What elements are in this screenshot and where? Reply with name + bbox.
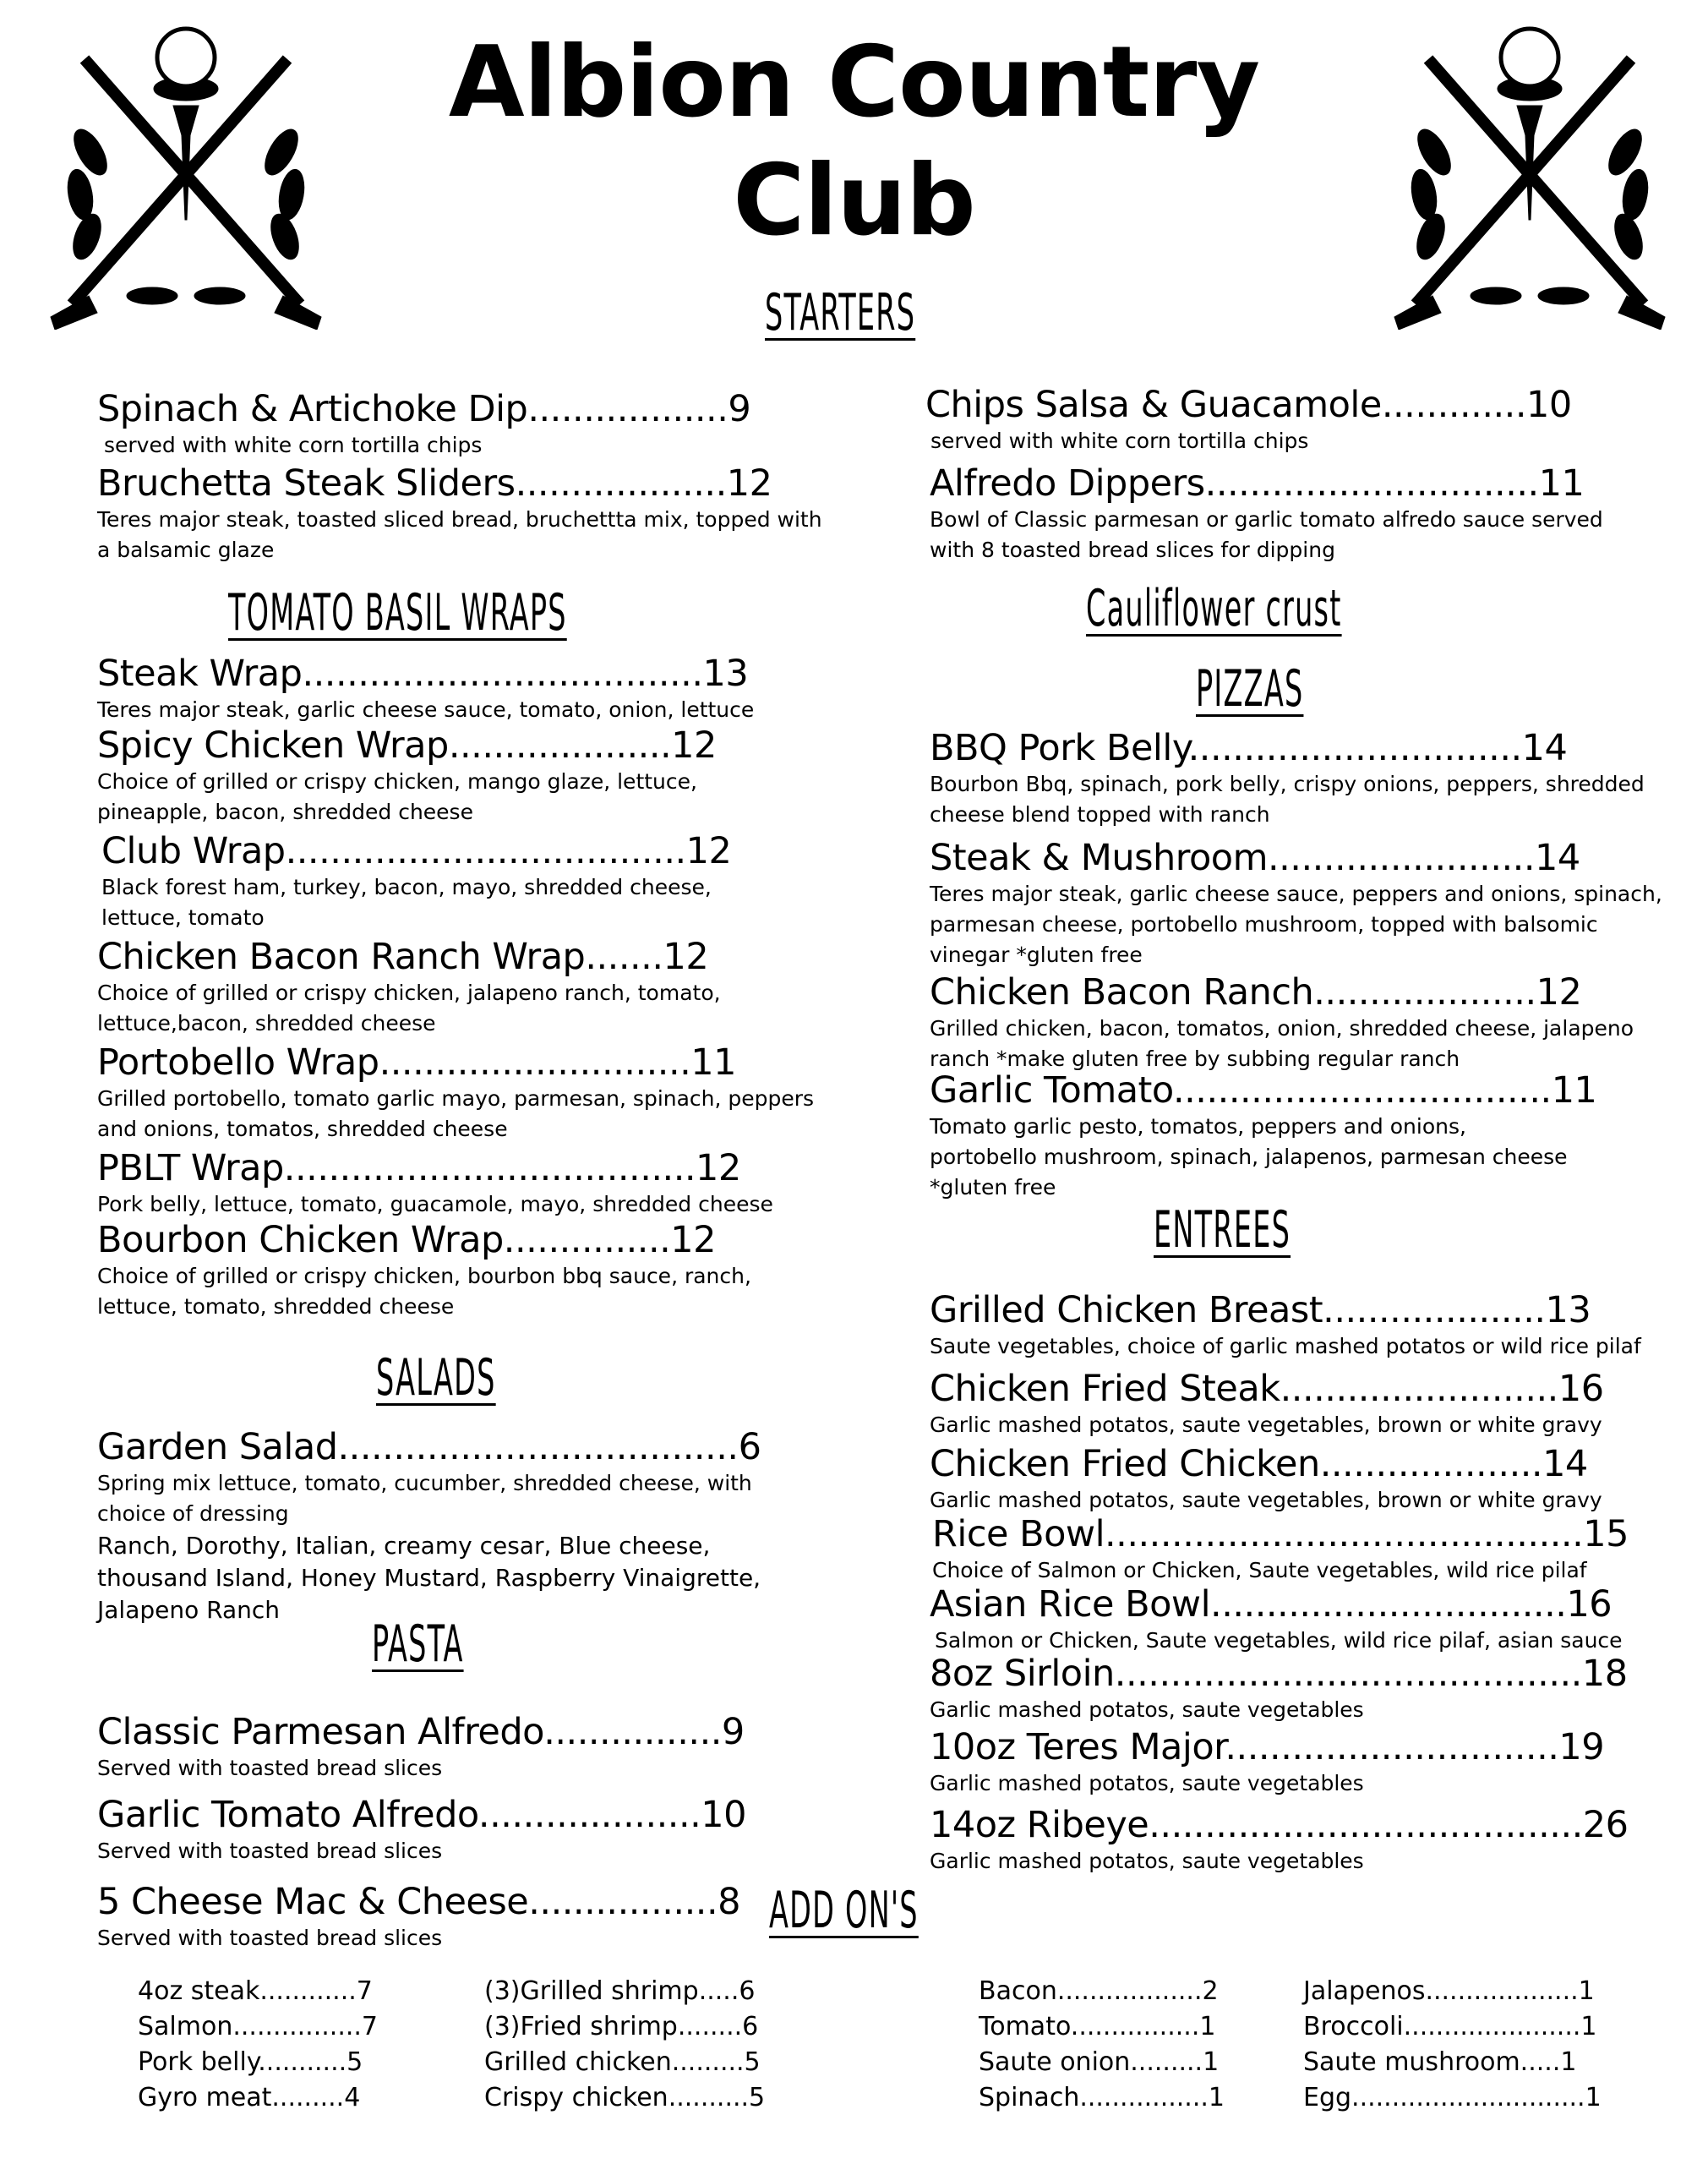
title-line-1: Albion Country <box>448 25 1260 139</box>
section-starters: STARTERS <box>765 283 916 342</box>
menu-item <box>930 1069 1597 1203</box>
addon-item: (3)Fried shrimp........6 <box>484 2012 759 2041</box>
addon-item: Pork belly...........5 <box>138 2047 363 2077</box>
menu-item <box>932 1513 1676 1586</box>
item-name: Garlic Tomato Alfredo....................10 <box>97 1794 747 1836</box>
item-description: Choice of grilled or crispy chicken, jalapeno ranch, tomato, lettuce,bacon, shredded cheese <box>97 981 721 1036</box>
item-name: Garden Salad....................................6 <box>97 1426 761 1468</box>
menu-item <box>97 938 723 1039</box>
menu-item <box>930 1445 1673 1516</box>
item-description: Black forest ham, turkey, bacon, mayo, shredded cheese, lettuce, tomato <box>101 875 712 931</box>
menu-item <box>97 1221 765 1322</box>
item-name: Chicken Fried Steak.........................16 <box>930 1368 1604 1410</box>
item-description: Garlic mashed potatos, saute vegetables <box>930 1849 1364 1874</box>
item-name: 14oz Ribeye.......................................26 <box>930 1804 1629 1846</box>
menu-item <box>930 971 1656 1074</box>
section-addons: ADD ON'S <box>769 1881 919 1940</box>
item-name: Spicy Chicken Wrap....................12 <box>97 724 717 767</box>
menu-item <box>97 1713 824 1784</box>
item-description: Bourbon Bbq, spinach, pork belly, crispy onions, peppers, shredded cheese blend topped with ranch <box>930 772 1645 828</box>
menu-item <box>97 1147 824 1220</box>
menu-item <box>930 1370 1673 1440</box>
menu-item <box>97 462 824 566</box>
addon-item: Salmon................7 <box>138 2012 379 2041</box>
item-name: Bourbon Chicken Wrap...............12 <box>97 1219 717 1261</box>
section-wraps: TOMATO BASIL WRAPS <box>228 583 567 642</box>
menu-item <box>930 1655 1673 1725</box>
addon-item: Jalapenos...................1 <box>1303 1976 1595 2006</box>
item-description: Teres major steak, garlic cheese sauce, tomato, onion, lettuce <box>97 697 755 723</box>
item-name: 10oz Teres Major..............................19 <box>930 1726 1605 1768</box>
item-name: 5 Cheese Mac & Cheese.................8 <box>97 1881 740 1923</box>
item-name: BBQ Pork Belly..............................14 <box>930 727 1568 769</box>
item-description: Served with toasted bread slices <box>97 1756 443 1781</box>
menu-item <box>97 388 824 461</box>
item-name: Chicken Bacon Ranch Wrap.......12 <box>97 936 709 978</box>
item-name: Classic Parmesan Alfredo................9 <box>97 1711 745 1753</box>
addon-item: Grilled chicken.........5 <box>484 2047 761 2077</box>
item-description: Garlic mashed potatos, saute vegetables, brown or white gravy <box>930 1488 1602 1513</box>
item-description: Spring mix lettuce, tomato, cucumber, shredded cheese, with choice of dressing <box>97 1471 752 1527</box>
item-description: Grilled portobello, tomato garlic mayo, parmesan, spinach, peppers and onions, tomatos, shredded cheese <box>97 1086 815 1142</box>
addon-item: Saute onion.........1 <box>979 2047 1220 2077</box>
item-description: Pork belly, lettuce, tomato, guacamole, mayo, shredded cheese <box>97 1192 773 1217</box>
section-entrees: ENTREES <box>1154 1200 1291 1260</box>
addon-item: (3)Grilled shrimp.....6 <box>484 1976 756 2006</box>
menu-item <box>930 839 1665 970</box>
item-description: Choice of grilled or crispy chicken, mango glaze, lettuce, pineapple, bacon, shredded cheese <box>97 769 697 825</box>
menu-item <box>97 724 717 828</box>
item-description: Grilled chicken, bacon, tomatos, onion, shredded cheese, jalapeno ranch *make gluten free by subbing regular ranch <box>930 1016 1634 1072</box>
item-description: Served with toasted bread slices <box>97 1839 443 1864</box>
item-name: Chicken Fried Chicken....................14 <box>930 1443 1588 1485</box>
item-description: Saute vegetables, choice of garlic mashed potatos or wild rice pilaf <box>930 1334 1641 1359</box>
menu-item <box>97 1426 761 1529</box>
item-description: Salmon or Chicken, Saute vegetables, wild rice pilaf, asian sauce <box>935 1628 1623 1653</box>
item-description: Choice of grilled or crispy chicken, bourbon bbq sauce, ranch, lettuce, tomato, shredded cheese <box>97 1264 751 1320</box>
menu-item <box>930 727 1656 830</box>
item-name: Chips Salsa & Guacamole.............10 <box>925 384 1572 426</box>
addon-item: Bacon..................2 <box>979 1976 1219 2006</box>
addon-item: Tomato................1 <box>979 2012 1216 2041</box>
addon-item: Egg.............................1 <box>1303 2083 1602 2112</box>
item-description: Served with toasted bread slices <box>97 1926 443 1951</box>
menu-item <box>97 1883 824 1954</box>
item-name: Rice Bowl...........................................15 <box>932 1513 1629 1555</box>
item-description: Bowl of Classic parmesan or garlic tomato alfredo sauce served with 8 toasted bread slices for dipping <box>930 507 1603 563</box>
addon-item: 4oz steak............7 <box>138 1976 373 2006</box>
addon-item: Spinach................1 <box>979 2083 1225 2112</box>
menu-item <box>930 1289 1673 1362</box>
addon-item: Gyro meat.........4 <box>138 2083 361 2112</box>
item-name: Bruchetta Steak Sliders...................12 <box>97 462 772 505</box>
item-description: Garlic mashed potatos, saute vegetables <box>930 1697 1364 1723</box>
addon-column-2 <box>484 1974 765 2116</box>
menu-item <box>930 1583 1673 1656</box>
item-description: Choice of Salmon or Chicken, Saute vegetables, wild rice pilaf <box>932 1558 1587 1583</box>
section-pizzas: PIZZAS <box>1196 659 1304 719</box>
menu-item <box>930 1806 1673 1877</box>
item-description: Teres major steak, toasted sliced bread, bruchettta mix, topped with a balsamic glaze <box>97 507 822 563</box>
menu-item <box>97 1041 824 1145</box>
item-name: Asian Rice Bowl................................16 <box>930 1583 1613 1626</box>
item-description: Teres major steak, garlic cheese sauce, peppers and onions, spinach, parmesan cheese, portobello mushroom, topped with balsomic vinegar *gluten free <box>930 882 1662 968</box>
addon-column-1 <box>138 1974 378 2116</box>
title-line-2: Club <box>733 144 975 258</box>
section-salads: SALADS <box>376 1348 496 1407</box>
item-name: Steak & Mushroom........................14 <box>930 837 1580 879</box>
item-description: served with white corn tortilla chips <box>930 429 1309 454</box>
item-name: 8oz Sirloin..........................................18 <box>930 1653 1628 1695</box>
section-pasta: PASTA <box>372 1615 464 1674</box>
dressing-options: Ranch, Dorothy, Italian, creamy cesar, Blue cheese, thousand Island, Honey Mustard, Raspberry Vinaigrette, Jalapeno Ranch <box>97 1532 761 1624</box>
item-description: Tomato garlic pesto, tomatos, peppers and onions, portobello mushroom, spinach, jalapenos, parmesan cheese *gluten free <box>930 1114 1568 1200</box>
item-description: served with white corn tortilla chips <box>104 433 483 458</box>
section-cauliflower: Cauliflower crust <box>1086 579 1342 638</box>
item-name: Spinach & Artichoke Dip..................9 <box>97 388 751 430</box>
menu-item <box>930 462 1606 566</box>
addon-column-4 <box>1303 1974 1602 2116</box>
menu-item <box>97 1796 824 1866</box>
menu-item <box>101 830 761 933</box>
item-description: Garlic mashed potatos, saute vegetables <box>930 1771 1364 1796</box>
addon-item: Saute mushroom.....1 <box>1303 2047 1577 2077</box>
addon-item: Crispy chicken..........5 <box>484 2083 766 2112</box>
item-name: Alfredo Dippers..............................11 <box>930 462 1585 505</box>
item-name: PBLT Wrap.....................................12 <box>97 1147 741 1189</box>
item-name: Grilled Chicken Breast....................13 <box>930 1289 1591 1331</box>
menu-item <box>925 386 1652 456</box>
item-name: Chicken Bacon Ranch....................12 <box>930 971 1582 1014</box>
item-name: Steak Wrap....................................13 <box>97 653 749 695</box>
item-name: Club Wrap....................................12 <box>101 830 732 872</box>
item-description: Garlic mashed potatos, saute vegetables, brown or white gravy <box>930 1413 1602 1438</box>
addon-item: Broccoli......................1 <box>1303 2012 1597 2041</box>
menu-item <box>930 1726 1673 1799</box>
menu-item <box>97 655 824 725</box>
item-name: Garlic Tomato..................................11 <box>930 1069 1597 1112</box>
item-name: Portobello Wrap............................11 <box>97 1041 737 1084</box>
addon-column-3 <box>979 1974 1225 2116</box>
